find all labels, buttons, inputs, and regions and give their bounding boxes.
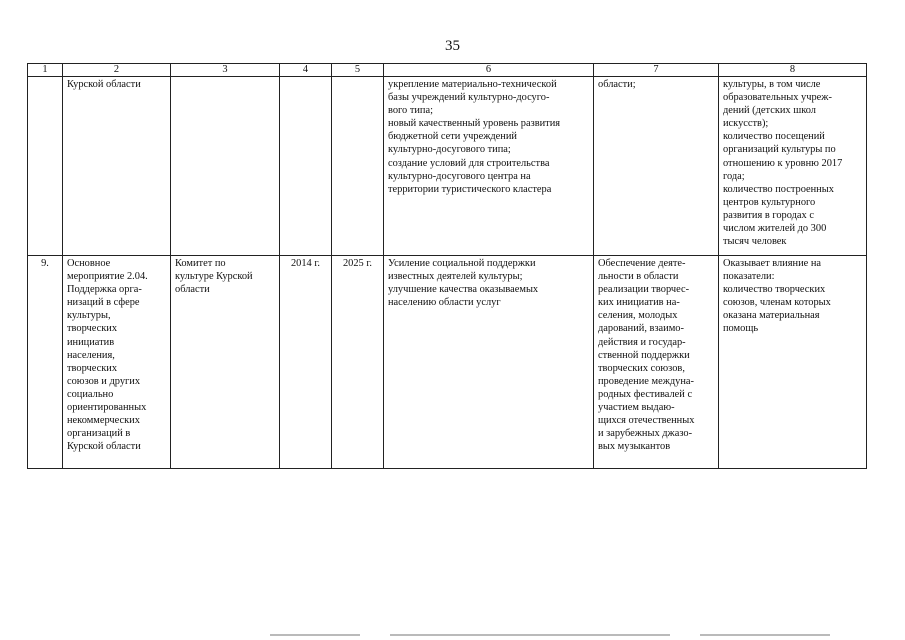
start-year	[280, 77, 332, 256]
table-row-continued	[28, 77, 867, 256]
executor: Комитет по культуре Курской области	[171, 256, 280, 469]
scan-artifact	[700, 634, 830, 636]
column-number: 7	[594, 64, 719, 77]
end-year: 2025 г.	[332, 256, 384, 469]
consequences: области;	[594, 77, 719, 256]
program-table	[27, 63, 867, 469]
column-number: 3	[171, 64, 280, 77]
column-number: 8	[719, 64, 867, 77]
column-number: 2	[63, 64, 171, 77]
expected-result: укрепление материально-технической базы учреждений культурно-досуго- вого типа; новый качественный уровень развития бюджетной сети учреждений культурно-досугового типа; создание условий для строительства культурно-досугового центра на территории туристического кластера	[384, 77, 594, 256]
consequences: Обеспечение деяте- льности в области реализации творчес- ких инициатив на- селения, молодых дарований, взаимо- действия и государ- ственной поддержки творческих союзов, проведение междуна- родных фестивалей с участием выдаю- щихся отечественных и зарубежных джазо- вых музыкантов	[594, 256, 719, 469]
column-number-row	[28, 64, 867, 77]
column-number: 6	[384, 64, 594, 77]
measure-name: Основное мероприятие 2.04. Поддержка орга- низаций в сфере культуры, творческих инициатив населения, творческих союзов и других социально ориентированных некоммерческих организаций в Курской области	[63, 256, 171, 469]
row-number: 9.	[28, 256, 63, 469]
page-number: 35	[445, 38, 460, 54]
column-number: 5	[332, 64, 384, 77]
measure-name: Курской области	[63, 77, 171, 256]
expected-result: Усиление социальной поддержки известных деятелей культуры; улучшение качества оказываемых населению области услуг	[384, 256, 594, 469]
scan-artifact	[270, 634, 360, 636]
table-row	[28, 256, 867, 469]
executor	[171, 77, 280, 256]
column-number: 1	[28, 64, 63, 77]
end-year	[332, 77, 384, 256]
indicators: культуры, в том числе образовательных учреж- дений (детских школ искусств); количество посещений организаций культуры по отношению к уровню 2017 года; количество построенных центров культурного развития в городах с числом жителей до 300 тысяч человек	[719, 77, 867, 256]
column-number: 4	[280, 64, 332, 77]
start-year: 2014 г.	[280, 256, 332, 469]
row-number	[28, 77, 63, 256]
scan-artifact	[390, 634, 670, 636]
indicators: Оказывает влияние на показатели: количество творческих союзов, членам которых оказана материальная помощь	[719, 256, 867, 469]
